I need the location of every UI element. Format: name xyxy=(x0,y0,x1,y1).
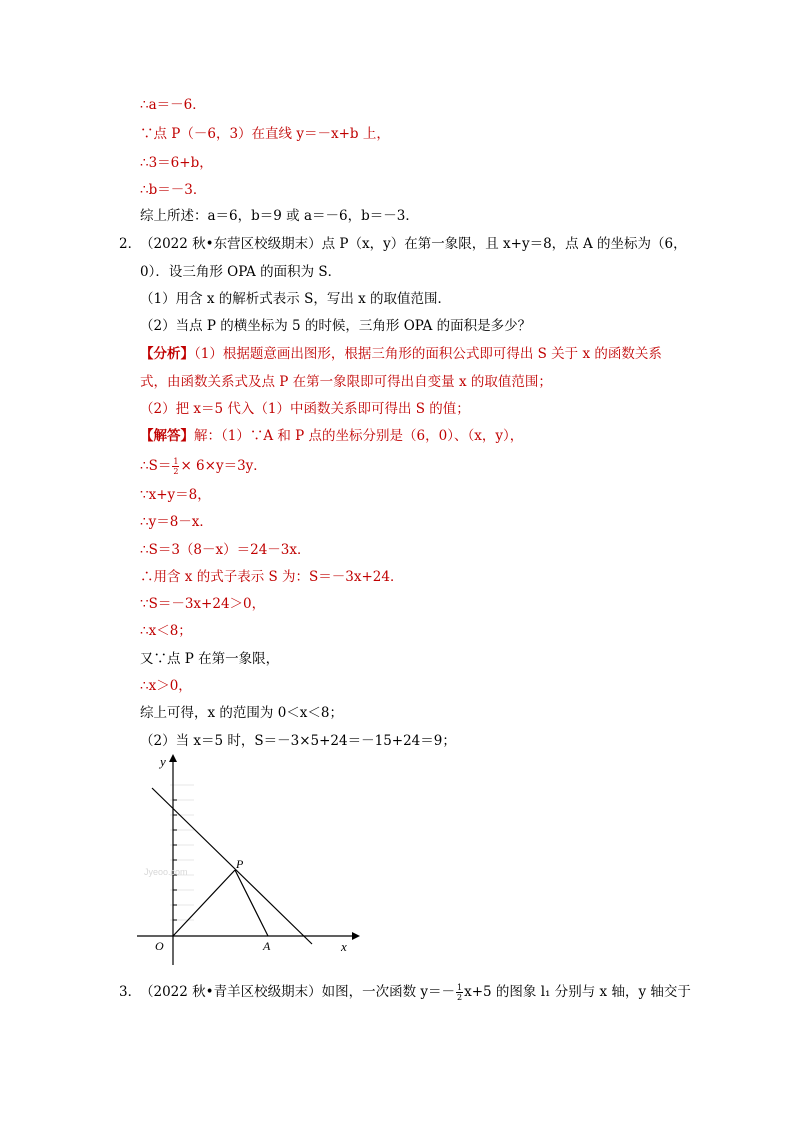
area-formula xyxy=(140,456,267,476)
label-y: y xyxy=(160,754,166,769)
question-1: （1）用含 x 的解析式表示 S，写出 x 的取值范围． xyxy=(140,291,452,307)
formula-suffix: × 6×y＝3y． xyxy=(180,458,267,474)
problem-stem: 0）．设三角形 OPA 的面积为 S． xyxy=(140,264,342,280)
label-x: x xyxy=(341,939,347,954)
solution-step: 又∵点 P 在第一象限， xyxy=(140,651,280,667)
label-a: A xyxy=(263,939,271,953)
solution-step: ∴x＜8； xyxy=(140,623,192,639)
analysis-text: （1）根据题意画出图形，根据三角形的面积公式即可得出 S 关于 x 的函数关系 xyxy=(194,346,662,362)
y-axis-arrow xyxy=(169,754,177,762)
segment-op xyxy=(173,870,235,936)
solution-step: 综上可得，x 的范围为 0＜x＜8； xyxy=(140,705,343,721)
text-line: ∴3＝6+b， xyxy=(140,155,213,171)
line-x-plus-y xyxy=(152,788,312,944)
axis-ticks xyxy=(173,800,177,920)
problem-stem: （2022 秋•青羊区校级期末）如图，一次函数 y＝－ $\frac{1}{2}$ x+5 的图象 l₁ 分别与 x 轴，y 轴交于 xyxy=(140,983,691,1002)
label-origin: O xyxy=(155,939,164,953)
text-line: ∴a＝－6． xyxy=(140,97,206,113)
solution-step: ∴用含 x 的式子表示 S 为：S＝－3x+24． xyxy=(140,569,404,585)
solution-step: ∵S＝－3x+24＞0， xyxy=(140,596,266,612)
fraction-half: $\frac{1}{2}$ xyxy=(457,983,463,1002)
grid xyxy=(170,785,194,920)
x-axis-arrow xyxy=(352,932,360,940)
problem-stem: （2022 秋•东营区校级期末）点 P（x，y）在第一象限，且 x+y＝8，点 A 的坐标为（6， xyxy=(140,236,687,252)
text-line: ∴b＝－3． xyxy=(140,182,207,198)
solution-tag: 【解答】 xyxy=(140,428,194,444)
solution-step: ∵x+y＝8， xyxy=(140,487,211,503)
problem-number: 3． xyxy=(119,984,142,1000)
analysis-line xyxy=(140,344,662,364)
analysis-tag: 【分析】 xyxy=(140,346,194,362)
problem-number: 2． xyxy=(119,236,142,252)
question-2: （2）当点 P 的横坐标为 5 的时候，三角形 OPA 的面积是多少？ xyxy=(140,318,532,334)
solution-text: 解：（1）∵A 和 P 点的坐标分别是（6，0）、（x，y）， xyxy=(194,428,524,444)
text-line: ∵点 P（－6，3）在直线 y＝－x+b 上， xyxy=(140,126,390,142)
watermark: Jyeoo.com xyxy=(144,867,188,877)
analysis-line: 式，由函数关系式及点 P 在第一象限即可得出自变量 x 的取值范围； xyxy=(140,374,552,390)
solution-step: ∴y＝8－x． xyxy=(140,514,213,530)
coordinate-figure xyxy=(132,750,362,970)
label-p: P xyxy=(236,857,244,871)
segment-pa xyxy=(235,870,268,936)
solution-step: ∴x＞0， xyxy=(140,678,192,694)
formula-prefix: ∴S＝ xyxy=(140,458,172,474)
fraction-half: $\frac{1}{2}$ xyxy=(173,457,179,476)
solution-step: （2）当 x＝5 时，S＝－3×5+24＝－15+24＝9； xyxy=(140,733,456,749)
solution-line xyxy=(140,426,523,446)
summary-line: 综上所述：a＝6，b＝9 或 a＝－6，b＝－3． xyxy=(140,208,419,224)
analysis-line: （2）把 x＝5 代入（1）中函数关系即可得出 S 的值； xyxy=(140,401,470,417)
solution-step: ∴S＝3（8－x）＝24－3x． xyxy=(140,542,311,558)
